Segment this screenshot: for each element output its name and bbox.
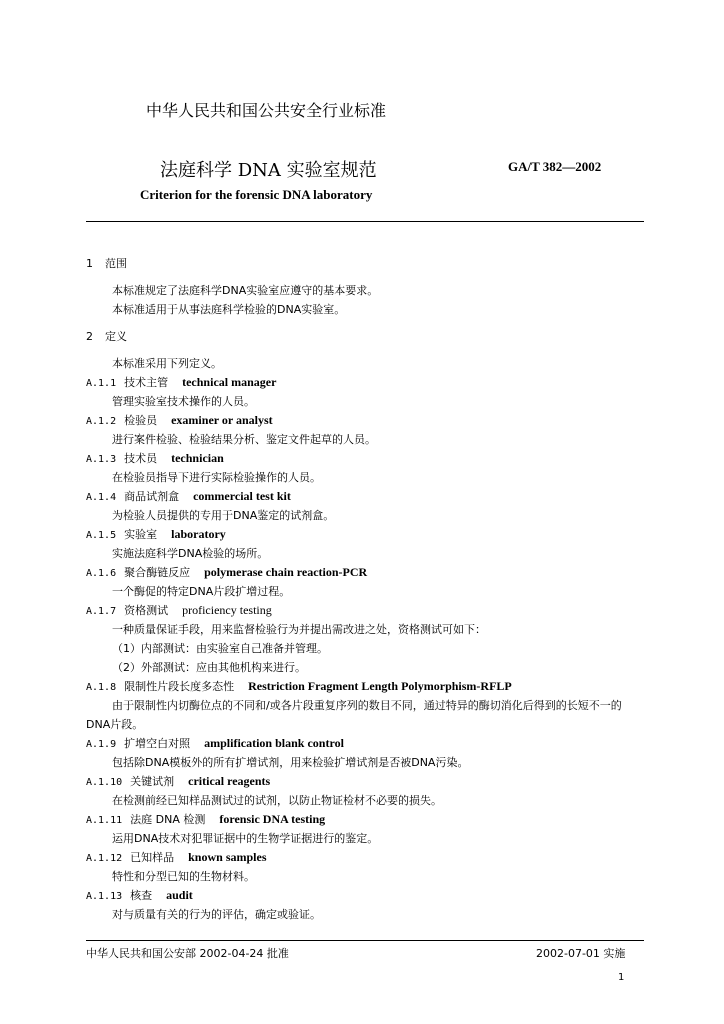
- paragraph: 本标准适用于从事法庭科学检验的DNA实验室。: [112, 303, 346, 316]
- paragraph: 本标准采用下列定义。: [112, 357, 222, 370]
- header-divider: [86, 221, 644, 222]
- footer-divider: [86, 940, 644, 941]
- term-chinese: 实验室: [124, 528, 158, 541]
- section-heading: [86, 327, 644, 346]
- term-english: technician: [171, 451, 224, 465]
- definition-term: [86, 487, 644, 506]
- term-chinese: 核查: [130, 889, 153, 902]
- standard-organization: 中华人民共和国公共安全行业标准: [146, 101, 387, 120]
- definition-text: 在检测前经已知样品测试过的试剂，以防止物证检材不必要的损失。: [112, 794, 442, 807]
- term-english: polymerase chain reaction-PCR: [204, 565, 368, 579]
- term-chinese: 商品试剂盒: [124, 490, 180, 503]
- term-english: critical reagents: [188, 774, 271, 788]
- term-english: Restriction Fragment Length Polymorphism-RFLP: [248, 679, 512, 693]
- definition-text: （2）外部测试：应由其他机构来进行。: [112, 661, 306, 674]
- definition-text: 包括除DNA模板外的所有扩增试剂，用来检验扩增试剂是否被DNA污染。: [112, 756, 469, 769]
- term-number: A.1.13: [86, 891, 123, 902]
- definition-text: 对与质量有关的行为的评估，确定或验证。: [112, 908, 321, 921]
- definition-term: [86, 449, 644, 468]
- definition-term: [86, 810, 644, 829]
- term-chinese: 资格测试: [124, 604, 169, 617]
- term-english: examiner or analyst: [171, 413, 273, 427]
- definition-text: 由于限制性内切酶位点的不同和/或各片段重复序列的数目不同，通过特异的酶切消化后得到的长短不一的DNA片段。: [86, 699, 622, 731]
- section-title: 定义: [105, 330, 127, 343]
- term-chinese: 已知样品: [130, 851, 175, 864]
- term-number: A.1.4: [86, 492, 117, 503]
- standard-number: GA/T 382—2002: [508, 159, 602, 174]
- definition-term: [86, 411, 644, 430]
- term-english: proficiency testing: [182, 603, 272, 617]
- definition-text: 一个酶促的特定DNA片段扩增过程。: [112, 585, 291, 598]
- term-chinese: 扩增空白对照: [124, 737, 191, 750]
- term-number: A.1.3: [86, 454, 117, 465]
- term-english: commercial test kit: [193, 489, 291, 503]
- term-english: known samples: [188, 850, 267, 864]
- term-number: A.1.5: [86, 530, 117, 541]
- definitions-list: [86, 373, 644, 924]
- term-chinese: 技术主管: [124, 376, 169, 389]
- term-chinese: 聚合酶链反应: [124, 566, 191, 579]
- term-number: A.1.7: [86, 606, 117, 617]
- page-number: 1: [618, 972, 625, 983]
- definition-term: [86, 373, 644, 392]
- definition-text: （1）内部测试：由实验室自己准备并管理。: [112, 642, 328, 655]
- definition-term: [86, 601, 644, 620]
- document-body: [86, 254, 644, 924]
- section-title: 范围: [105, 257, 127, 270]
- definition-text: 实施法庭科学DNA检验的场所。: [112, 547, 269, 560]
- term-number: A.1.9: [86, 739, 117, 750]
- definition-text: 特性和分型已知的生物材料。: [112, 870, 255, 883]
- term-number: A.1.2: [86, 416, 117, 427]
- term-number: A.1.6: [86, 568, 117, 579]
- definition-text: 运用DNA技术对犯罪证据中的生物学证据进行的鉴定。: [112, 832, 379, 845]
- definition-text: 进行案件检验、检验结果分析、鉴定文件起草的人员。: [112, 433, 376, 446]
- term-chinese: 技术员: [124, 452, 158, 465]
- paragraph: 本标准规定了法庭科学DNA实验室应遵守的基本要求。: [112, 284, 379, 297]
- definition-term: [86, 677, 644, 696]
- definition-term: [86, 772, 644, 791]
- term-number: A.1.10: [86, 777, 123, 788]
- definition-term: [86, 734, 644, 753]
- section-number: 1: [86, 257, 93, 270]
- term-english: technical manager: [182, 375, 277, 389]
- definition-term: [86, 525, 644, 544]
- term-chinese: 关键试剂: [130, 775, 175, 788]
- term-chinese: 检验员: [124, 414, 158, 427]
- term-english: forensic DNA testing: [219, 812, 326, 826]
- definition-text: 一种质量保证手段，用来监督检验行为并提出需改进之处，资格测试可如下：: [112, 623, 486, 636]
- definition-term: [86, 848, 644, 867]
- term-number: A.1.1: [86, 378, 117, 389]
- definition-text: 管理实验室技术操作的人员。: [112, 395, 255, 408]
- section-heading: [86, 254, 644, 273]
- term-english: amplification blank control: [204, 736, 344, 750]
- term-chinese: 法庭 DNA 检测: [130, 813, 206, 826]
- section-number: 2: [86, 330, 93, 343]
- term-english: audit: [166, 888, 193, 902]
- definition-text: 在检验员指导下进行实际检验操作的人员。: [112, 471, 321, 484]
- footer-issuer: 中华人民共和国公安部 2002-04-24 批准: [86, 947, 289, 960]
- term-chinese: 限制性片段长度多态性: [124, 680, 235, 693]
- term-number: A.1.12: [86, 853, 123, 864]
- definition-text: 为检验人员提供的专用于DNA鉴定的试剂盒。: [112, 509, 335, 522]
- footer-effective-date: 2002-07-01 实施: [536, 947, 626, 960]
- definition-term: [86, 563, 644, 582]
- term-english: laboratory: [171, 527, 226, 541]
- definition-term: [86, 886, 644, 905]
- term-number: A.1.11: [86, 815, 123, 826]
- term-number: A.1.8: [86, 682, 117, 693]
- document-subtitle: Criterion for the forensic DNA laboratory: [140, 187, 373, 202]
- document-title: 法庭科学 DNA 实验室规范: [160, 160, 377, 181]
